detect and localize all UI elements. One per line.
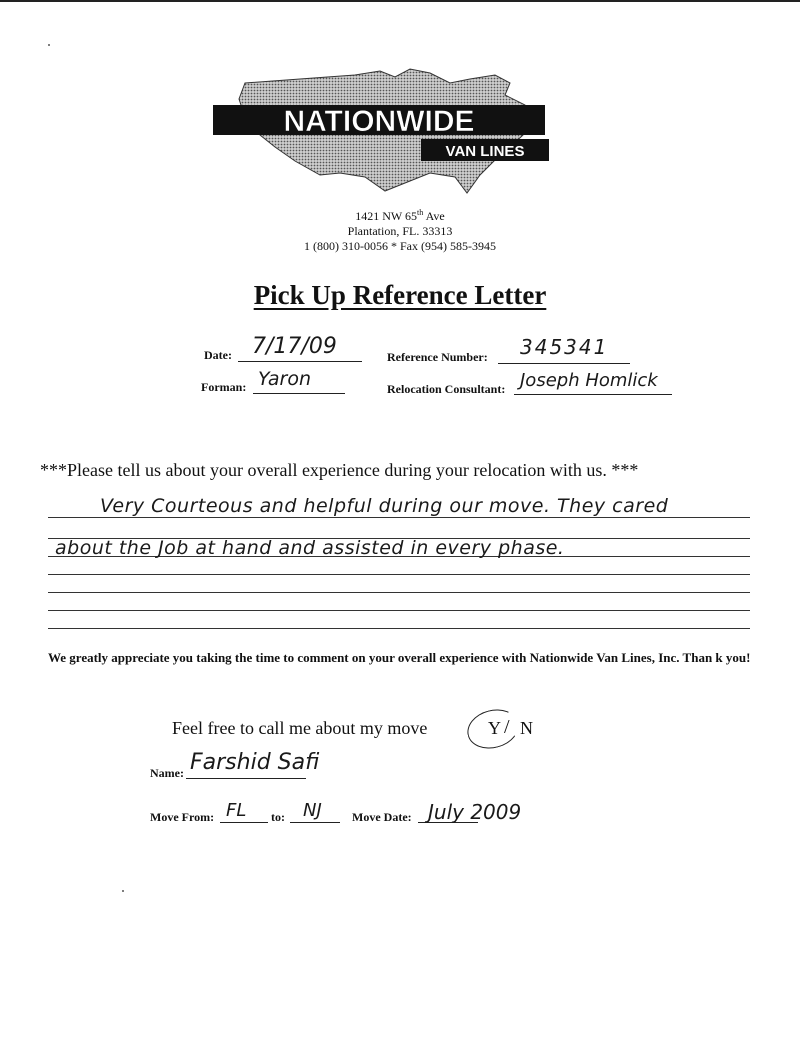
page-title: Pick Up Reference Letter [253, 280, 547, 310]
comment-text-line-1: Very Courteous and helpful during our move. They cared [100, 495, 669, 517]
move-from-label: Move From: [150, 810, 215, 824]
move-to-value: NJ [303, 800, 322, 821]
reference-number-label: Reference Number: [387, 350, 488, 364]
name-label: Name: [150, 766, 184, 780]
top-border [0, 0, 800, 2]
comment-line [48, 592, 750, 593]
comment-line [48, 610, 750, 611]
address-line-2: Plantation, FL. 33313 [347, 224, 453, 238]
reference-field-line [498, 363, 630, 364]
date-label: Date: [204, 348, 232, 362]
logo-sub: VAN LINES [445, 143, 525, 160]
move-from-value: FL [226, 800, 247, 821]
comment-line [48, 574, 750, 575]
comment-text-line-2: about the Job at hand and assisted in every phase. [55, 537, 565, 559]
move-from-line [220, 822, 268, 823]
scan-speck [122, 890, 124, 892]
address-line-1: 1421 NW 65th Ave [355, 208, 445, 223]
relocation-consultant-label: Relocation Consultant: [387, 382, 506, 396]
logo-brand: NATIONWIDE [283, 105, 475, 138]
consultant-field-line [514, 394, 672, 395]
relocation-consultant-value: Joseph Homlick [520, 370, 658, 391]
date-field-line [238, 361, 362, 362]
experience-prompt: ***Please tell us about your overall experience during your relocation with us. *** [40, 460, 639, 480]
forman-field-line [253, 393, 345, 394]
comment-line [48, 517, 750, 518]
option-slash: / [504, 716, 510, 738]
nationwide-logo [205, 65, 565, 200]
scan-speck [48, 44, 50, 46]
name-value: Farshid Safi [190, 750, 320, 775]
forman-value: Yaron [258, 368, 311, 390]
call-me-question: Feel free to call me about my move [172, 718, 428, 738]
company-address [250, 205, 550, 254]
move-date-label: Move Date: [352, 810, 412, 824]
thank-you-note: We greatly appreciate you taking the time to comment on your overall experience with Nationwide Van Lines, Inc. Than k you! [48, 650, 751, 665]
move-date-value: July 2009 [428, 800, 522, 824]
date-value: 7/17/09 [252, 334, 337, 359]
name-field-line [186, 778, 306, 779]
comment-line [48, 628, 750, 629]
reference-number-value: 345341 [520, 335, 609, 359]
option-yes: Y [488, 718, 501, 738]
option-no: N [520, 718, 533, 738]
move-to-line [290, 822, 340, 823]
move-to-label: to: [271, 810, 285, 824]
forman-label: Forman: [201, 380, 247, 394]
address-line-3: 1 (800) 310-0056 * Fax (954) 585-3945 [304, 239, 496, 253]
